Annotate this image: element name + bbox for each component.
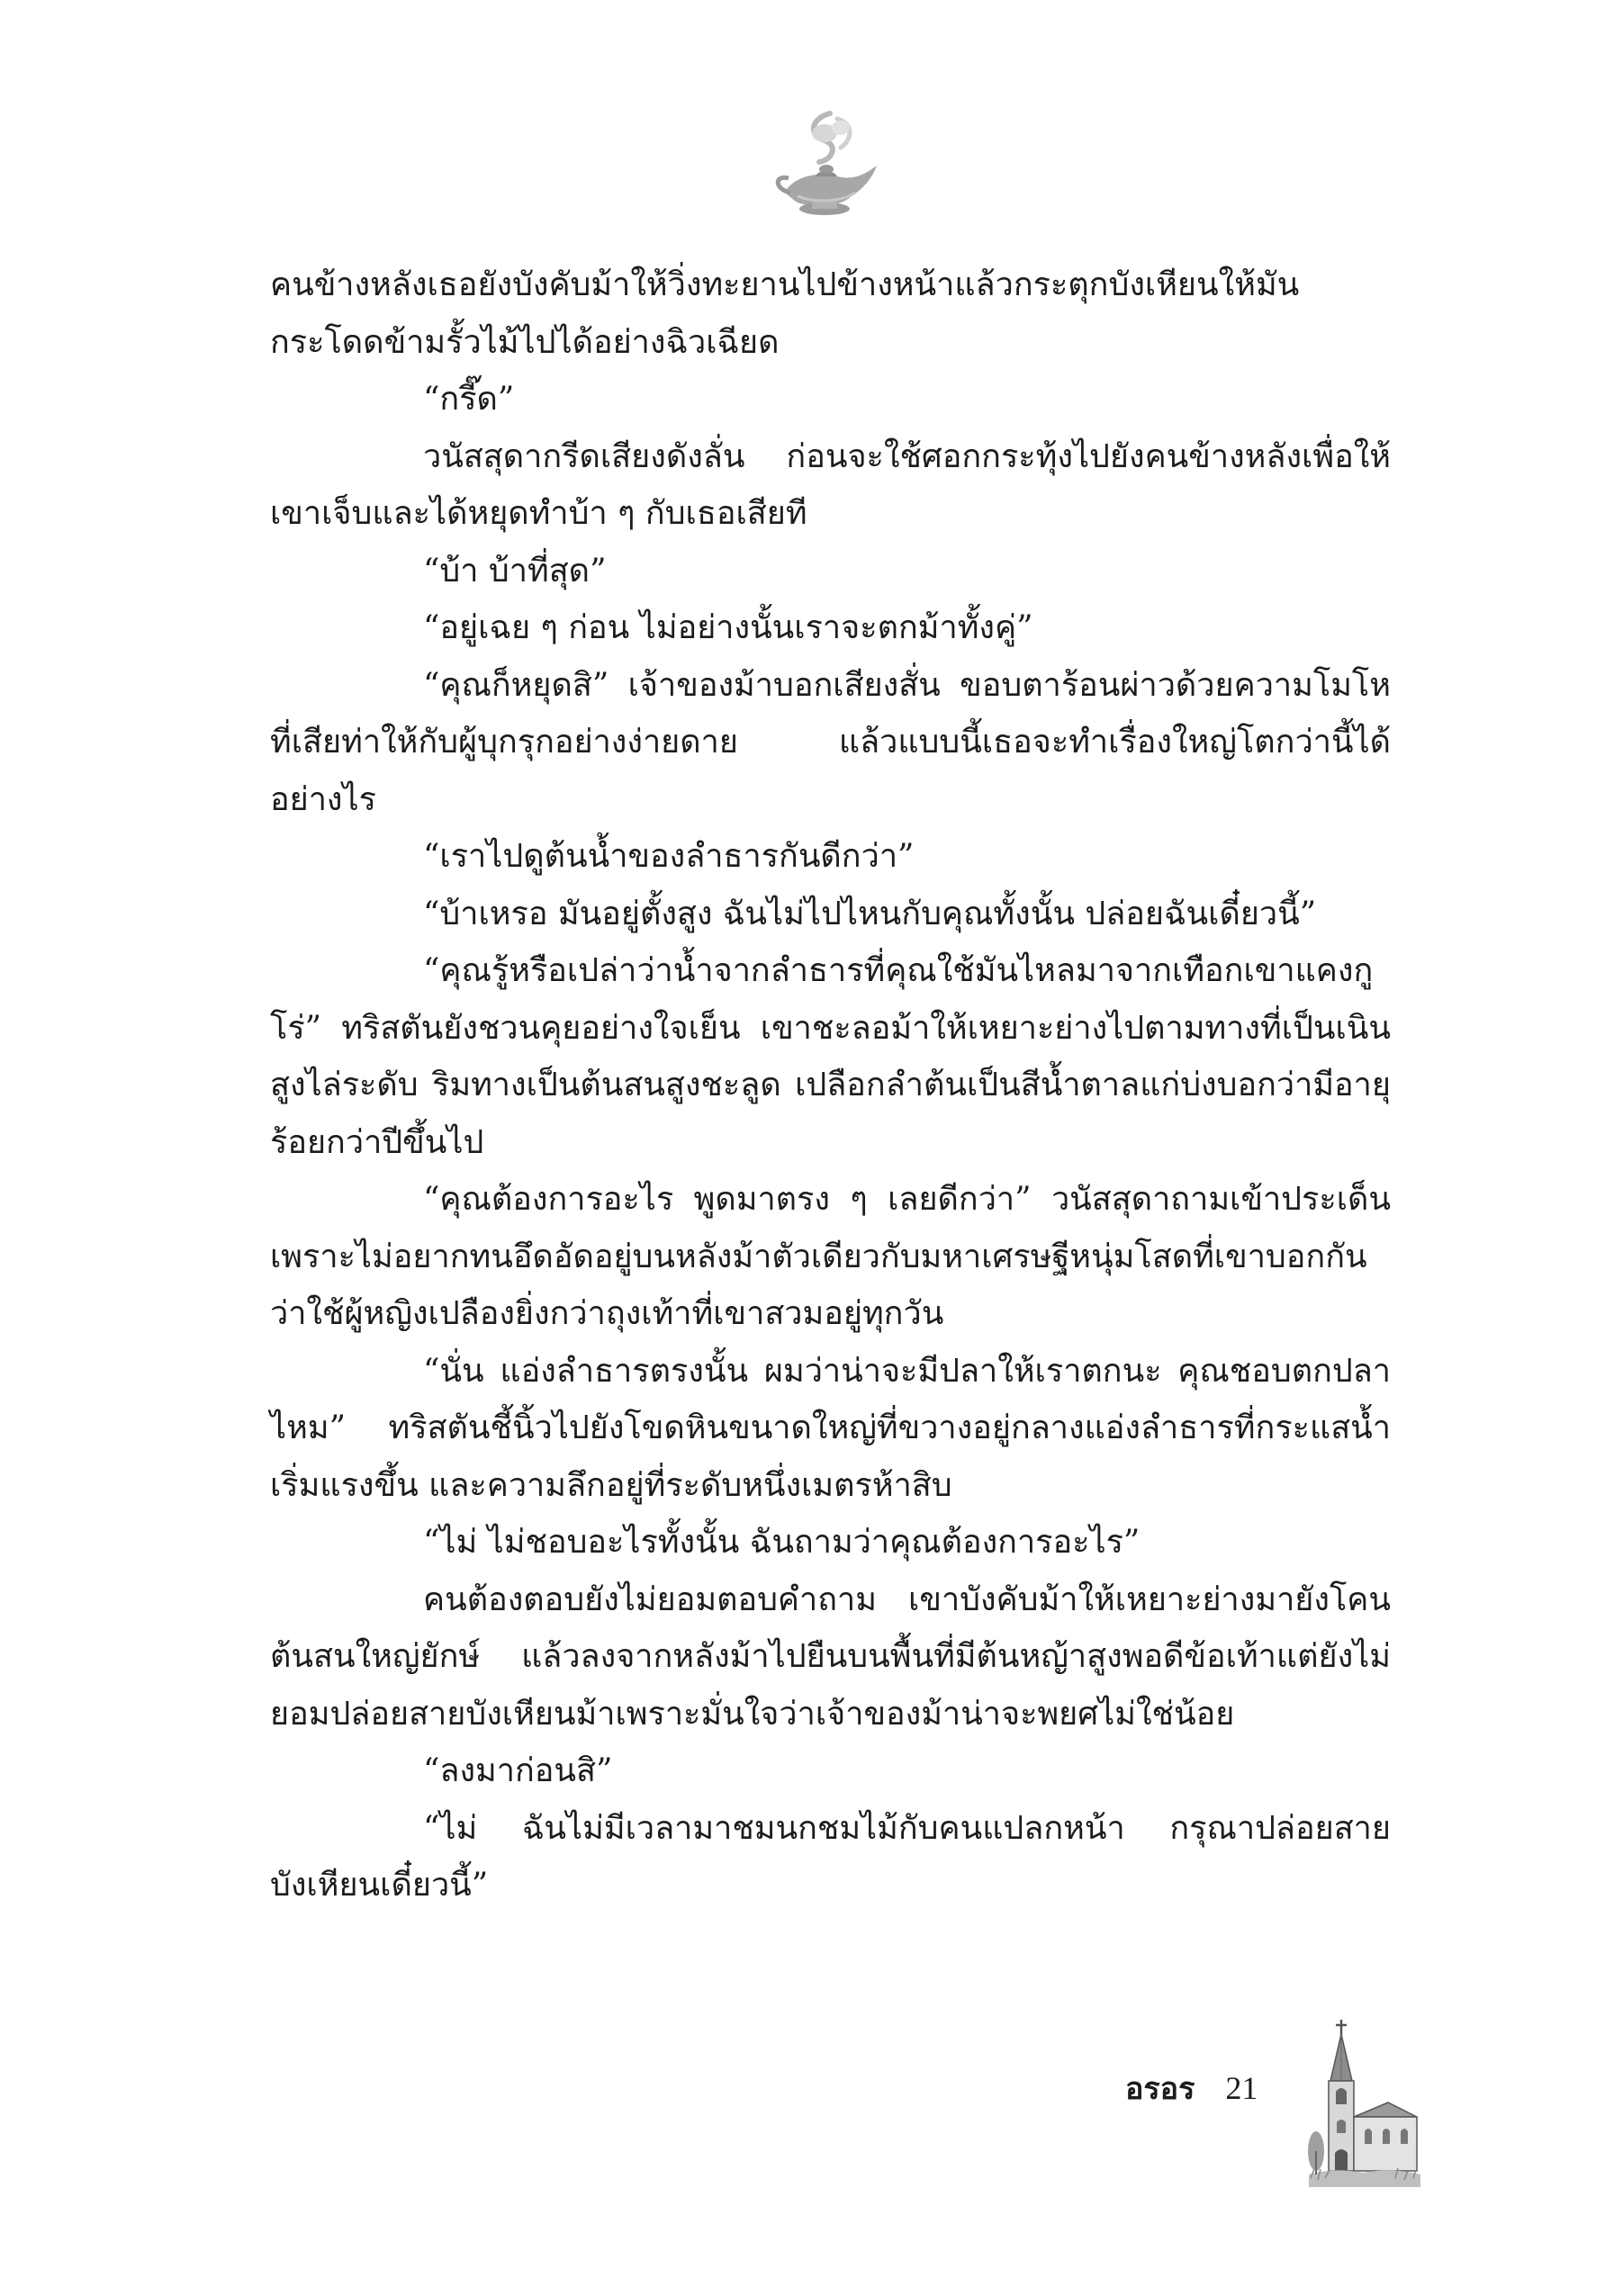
book-title: อรอร bbox=[1125, 2071, 1195, 2107]
page-footer bbox=[1125, 2061, 1258, 2115]
page-number: 21 bbox=[1225, 2070, 1258, 2106]
church-icon bbox=[1305, 2016, 1422, 2196]
paragraph: “ไม่ ไม่ชอบอะไรทั้งนั้น ฉันถามว่าคุณต้องการอะไร” bbox=[423, 1524, 1141, 1561]
paragraph: “เราไปดูต้นน้ำของลำธารกันดีกว่า” bbox=[423, 838, 915, 875]
paragraph: คนต้องตอบยังไม่ยอมตอบคำถาม เขาบังคับม้าให้เหยาะย่างมายังโคนต้นสนใหญ่ยักษ์ แล้วลงจากหลังม้าไปยืนบนพื้นที่มีต้นหญ้าสูงพอดีข้อเท้าแต่ยังไม่ยอมปล่อยสายบังเหียนม้าเพราะมั่นใจว่าเจ้าของม้าน่าจะพยศไม่ใช่น้อย bbox=[270, 1580, 1391, 1733]
body-text bbox=[270, 257, 1391, 1914]
paragraph: “บ้าเหรอ มันอยู่ตั้งสูง ฉันไม่ไปไหนกับคุณทั้งนั้น ปล่อยฉันเดี๋ยวนี้” bbox=[423, 895, 1317, 932]
paragraph: “กรี๊ด” bbox=[423, 381, 515, 418]
paragraph: “บ้า บ้าที่สุด” bbox=[423, 552, 607, 590]
paragraph: “ลงมาก่อนสิ” bbox=[423, 1752, 613, 1789]
paragraph: “อยู่เฉย ๆ ก่อน ไม่อย่างนั้นเราจะตกม้าทั้งคู่” bbox=[423, 609, 1033, 646]
paragraph: คนข้างหลังเธอยังบังคับม้าให้วิ่งทะยานไปข้างหน้าแล้วกระตุกบังเหียนให้มันกระโดดข้ามรั้วไม้ไปได้อย่างฉิวเฉียด bbox=[270, 266, 1300, 361]
genie-lamp-icon bbox=[765, 106, 891, 232]
paragraph: “คุณก็หยุดสิ” เจ้าของม้าบอกเสียงสั่น ขอบตาร้อนผ่าวด้วยความโมโหที่เสียท่าให้กับผู้บุกรุกอย่างง่ายดาย แล้วแบบนี้เธอจะทำเรื่องใหญ่โตกว่านี้ได้อย่างไร bbox=[270, 666, 1391, 818]
paragraph: “นั่น แอ่งลำธารตรงนั้น ผมว่าน่าจะมีปลาให้เราตกนะ คุณชอบตกปลาไหม” ทริสตันชี้นิ้วไปยังโขดหินขนาดใหญ่ที่ขวางอยู่กลางแอ่งลำธารที่กระแสน้ำเริ่มแรงขึ้น และความลึกอยู่ที่ระดับหนึ่งเมตรห้าสิบ bbox=[270, 1352, 1391, 1504]
paragraph: “ไม่ ฉันไม่มีเวลามาชมนกชมไม้กับคนแปลกหน้า กรุณาปล่อยสายบังเหียนเดี๋ยวนี้” bbox=[270, 1809, 1391, 1904]
paragraph: “คุณต้องการอะไร พูดมาตรง ๆ เลยดีกว่า” วนัสสุดาถามเข้าประเด็นเพราะไม่อยากทนอึดอัดอยู่บนหลังม้าตัวเดียวกับมหาเศรษฐีหนุ่มโสดที่เขาบอกกันว่าใช้ผู้หญิงเปลืองยิ่งกว่าถุงเท้าที่เขาสวมอยู่ทุกวัน bbox=[270, 1181, 1391, 1332]
paragraph: “คุณรู้หรือเปล่าว่าน้ำจากลำธารที่คุณใช้มันไหลมาจากเทือกเขาแคงกูโร่” ทริสตันยังชวนคุยอย่างใจเย็น เขาชะลอม้าให้เหยาะย่างไปตามทางที่เป็นเนินสูงไล่ระดับ ริมทางเป็นต้นสนสูงชะลูด เปลือกลำต้นเป็นสีน้ำตาลแก่บ่งบอกว่ามีอายุร้อยกว่าปีขึ้นไป bbox=[270, 952, 1391, 1161]
paragraph: วนัสสุดากรีดเสียงดังลั่น ก่อนจะใช้ศอกกระทุ้งไปยังคนข้างหลังเพื่อให้เขาเจ็บและได้หยุดทำบ้า ๆ กับเธอเสียที bbox=[270, 437, 1391, 532]
